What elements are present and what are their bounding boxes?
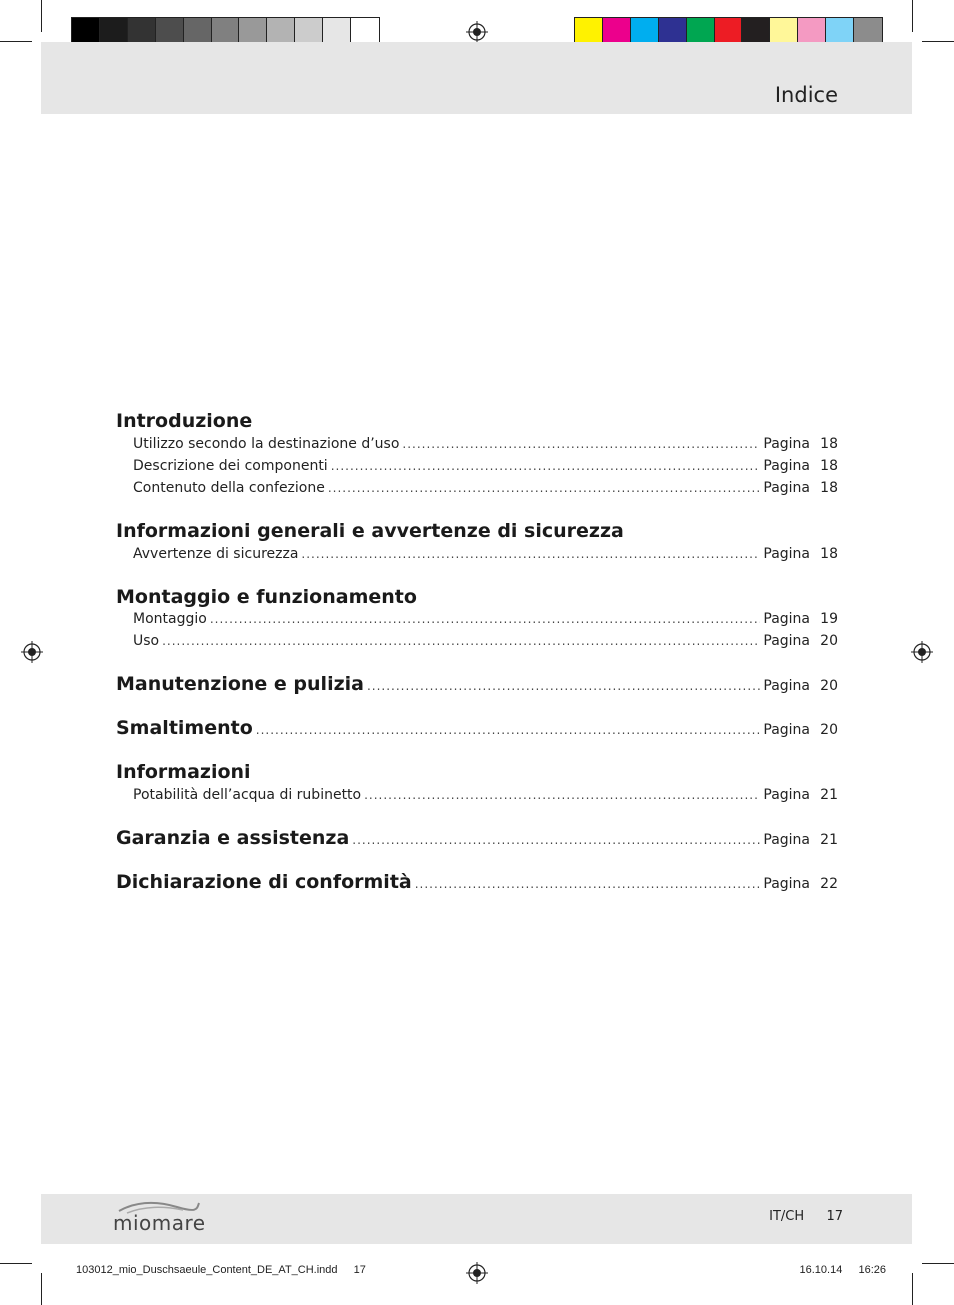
file-name: 103012_mio_Duschsaeule_Content_DE_AT_CH.indd: [76, 1264, 338, 1276]
page-number: 18: [820, 458, 838, 474]
toc-section-title: Informazioni: [116, 761, 251, 783]
toc-entry-label: Utilizzo secondo la destinazione d’uso: [133, 436, 400, 452]
page-word: Pagina: [763, 678, 810, 694]
toc-section-sicurezza: [116, 520, 838, 542]
toc-section-title: Informazioni generali e avvertenze di sicurezza: [116, 520, 624, 542]
toc-section-title: Dichiarazione di conformità: [116, 871, 412, 893]
toc-section-title: Introduzione: [116, 410, 253, 432]
brand-logo: [113, 1199, 206, 1235]
page-word: Pagina: [763, 832, 810, 848]
crop-mark: [41, 1273, 42, 1305]
leader-dots: [364, 788, 760, 802]
registration-mark-icon: [21, 641, 43, 663]
toc-section-manutenzione[interactable]: [116, 673, 838, 695]
page-number: 17: [826, 1209, 843, 1224]
crop-mark: [912, 0, 913, 32]
page-word: Pagina: [763, 480, 810, 496]
page-number: 22: [820, 876, 838, 892]
toc-entry-label: Descrizione dei componenti: [133, 458, 328, 474]
crop-mark: [922, 1263, 954, 1264]
toc-section-informazioni: [116, 761, 838, 783]
page-word: Pagina: [763, 787, 810, 803]
toc-entry-label: Avvertenze di sicurezza: [133, 546, 299, 562]
language-code: IT/CH: [769, 1209, 805, 1224]
crop-mark: [41, 0, 42, 32]
page-word: Pagina: [763, 633, 810, 649]
toc-section-garanzia[interactable]: [116, 827, 838, 849]
toc-entry-label: Uso: [133, 633, 160, 649]
leader-dots: [162, 634, 760, 648]
leader-dots: [331, 459, 761, 473]
leader-dots: [210, 612, 761, 626]
toc-section-title: Garanzia e assistenza: [116, 827, 350, 849]
crop-mark: [922, 41, 954, 42]
toc-section-title: Manutenzione e pulizia: [116, 673, 364, 695]
file-page: 17: [353, 1264, 366, 1276]
toc-entry[interactable]: [133, 436, 838, 452]
toc-entry-label: Potabilità dell’acqua di rubinetto: [133, 787, 362, 803]
page-number: 18: [820, 480, 838, 496]
page-number: 19: [820, 611, 838, 627]
leader-dots: [256, 723, 761, 737]
registration-mark-icon: [911, 641, 933, 663]
toc-entry[interactable]: [133, 480, 838, 496]
crop-mark: [912, 1273, 913, 1305]
page-word: Pagina: [763, 611, 810, 627]
toc-entry[interactable]: [133, 611, 838, 627]
page-number: 18: [820, 546, 838, 562]
page-number: 21: [820, 832, 838, 848]
leader-dots: [415, 877, 761, 891]
toc-section-montaggio: [116, 586, 838, 608]
leader-dots: [367, 679, 760, 693]
language-and-page: [769, 1209, 843, 1224]
page-number: 20: [820, 678, 838, 694]
toc-section-title: Montaggio e funzionamento: [116, 586, 417, 608]
page-word: Pagina: [763, 436, 810, 452]
page-number: 20: [820, 722, 838, 738]
logo-text: miomare: [113, 1211, 206, 1235]
leader-dots: [301, 547, 760, 561]
print-time: 16:26: [858, 1264, 886, 1276]
page-number: 20: [820, 633, 838, 649]
toc-entry-label: Montaggio: [133, 611, 207, 627]
page-number: 18: [820, 436, 838, 452]
file-slug: [76, 1264, 366, 1276]
toc-entry[interactable]: [133, 546, 838, 562]
toc-section-title: Smaltimento: [116, 717, 253, 739]
toc-entry-label: Contenuto della confezione: [133, 480, 325, 496]
crop-mark: [0, 41, 32, 42]
page-number: 21: [820, 787, 838, 803]
print-timestamp: [800, 1264, 886, 1276]
registration-mark-icon: [466, 21, 488, 43]
toc-section-smaltimento[interactable]: [116, 717, 838, 739]
crop-mark: [0, 1263, 32, 1264]
toc-entry[interactable]: [133, 458, 838, 474]
toc-entry[interactable]: [133, 633, 838, 649]
registration-mark-icon: [466, 1262, 488, 1284]
toc-section-introduzione: [116, 410, 838, 432]
toc-entry[interactable]: [133, 787, 838, 803]
toc-section-conformita[interactable]: [116, 871, 838, 893]
page-word: Pagina: [763, 876, 810, 892]
page-word: Pagina: [763, 458, 810, 474]
page-word: Pagina: [763, 722, 810, 738]
page-title: Indice: [774, 83, 838, 107]
leader-dots: [328, 481, 761, 495]
leader-dots: [352, 833, 760, 847]
leader-dots: [402, 437, 760, 451]
page-word: Pagina: [763, 546, 810, 562]
print-date: 16.10.14: [799, 1264, 843, 1276]
